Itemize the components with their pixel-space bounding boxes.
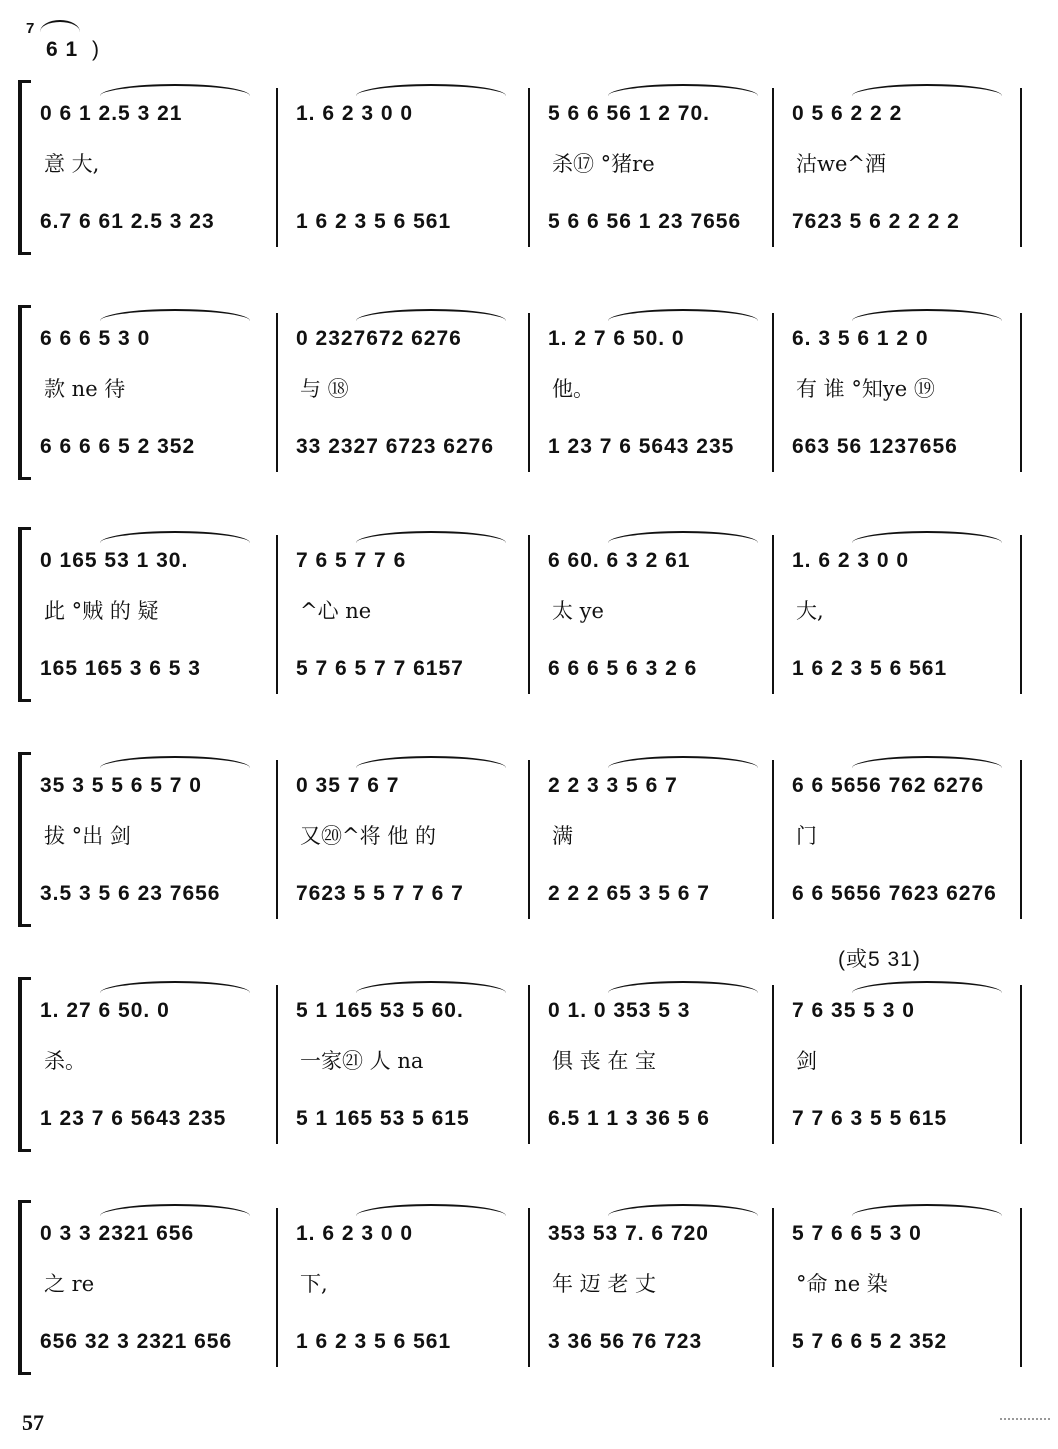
accomp-measure: 5 6 6 56 1 23 7656 xyxy=(548,210,742,233)
voice-measure: 1. 2 7 6 50. 0 xyxy=(548,327,685,350)
phrase-slur xyxy=(608,84,758,96)
phrase-slur xyxy=(356,981,506,993)
lyric-measure: 他。 xyxy=(552,377,594,401)
barline xyxy=(528,985,530,1144)
phrase-slur xyxy=(356,84,506,96)
voice-measure: 1. 6 2 3 0 0 xyxy=(792,549,910,572)
barline xyxy=(1020,985,1022,1144)
lyric-measure: °命 ne 染 xyxy=(796,1272,888,1296)
barline xyxy=(528,1208,530,1367)
accomp-measure: 6 6 6 5 6 3 2 6 xyxy=(548,657,698,680)
barline xyxy=(276,313,278,472)
accomp-measure: 5 7 6 6 5 2 352 xyxy=(792,1330,948,1353)
phrase-slur xyxy=(608,756,758,768)
phrase-slur xyxy=(100,981,250,993)
phrase-slur xyxy=(852,84,1002,96)
lyric-measure: 款 ne 待 xyxy=(44,377,126,401)
accomp-measure: 1 23 7 6 5643 235 xyxy=(40,1107,227,1130)
voice-measure: 0 2327672 6276 xyxy=(296,327,462,350)
accomp-measure: 6 6 5656 7623 6276 xyxy=(792,882,997,905)
phrase-slur xyxy=(852,309,1002,321)
voice-measure: 7 6 5 7 7 6 xyxy=(296,549,407,572)
lyric-measure: 太 ye xyxy=(552,599,604,623)
phrase-slur xyxy=(100,756,250,768)
phrase-slur xyxy=(852,756,1002,768)
lyric-measure: 杀⑰ °猪re xyxy=(552,152,655,176)
lyric-measure: 与 ⑱ xyxy=(300,377,349,401)
accomp-measure: 7 7 6 3 5 5 615 xyxy=(792,1107,948,1130)
system-brace xyxy=(18,977,31,1152)
lyric-measure: 满 xyxy=(552,824,573,848)
voice-measure: 0 35 7 6 7 xyxy=(296,774,400,797)
phrase-slur xyxy=(356,756,506,768)
lyric-measure: 门 xyxy=(796,824,817,848)
barline xyxy=(528,313,530,472)
voice-measure: 5 1 165 53 5 60. xyxy=(296,999,464,1022)
intro-grace: 7 xyxy=(26,20,36,37)
phrase-slur xyxy=(852,1204,1002,1216)
phrase-slur xyxy=(608,1204,758,1216)
barline xyxy=(1020,535,1022,694)
voice-measure: 6 6 5656 762 6276 xyxy=(792,774,985,797)
accomp-measure: 6.7 6 61 2.5 3 23 xyxy=(40,210,215,233)
system-brace xyxy=(18,527,31,702)
barline xyxy=(276,88,278,247)
accomp-measure: 656 32 3 2321 656 xyxy=(40,1330,233,1353)
accomp-measure: 1 6 2 3 5 6 561 xyxy=(296,1330,452,1353)
phrase-slur xyxy=(356,1204,506,1216)
phrase-slur xyxy=(608,531,758,543)
accomp-measure: 165 165 3 6 5 3 xyxy=(40,657,201,680)
accomp-measure: 7623 5 5 7 7 6 7 xyxy=(296,882,464,905)
lyric-measure: 此 °贼 的 疑 xyxy=(44,599,159,623)
barline xyxy=(528,88,530,247)
phrase-slur xyxy=(100,84,250,96)
lyric-measure: 下, xyxy=(300,1272,328,1296)
intro-slur xyxy=(40,20,80,32)
system-brace xyxy=(18,1200,31,1375)
voice-measure: 353 53 7. 6 720 xyxy=(548,1222,709,1245)
voice-measure: 6 6 6 5 3 0 xyxy=(40,327,151,350)
accomp-measure: 3 36 56 76 723 xyxy=(548,1330,703,1353)
accomp-measure: 5 1 165 53 5 615 xyxy=(296,1107,470,1130)
lyric-measure: 一家㉑ 人 na xyxy=(300,1049,424,1073)
accomp-measure: 7623 5 6 2 2 2 2 xyxy=(792,210,960,233)
voice-measure: 7 6 35 5 3 0 xyxy=(792,999,915,1022)
voice-measure: 0 6 1 2.5 3 21 xyxy=(40,102,183,125)
barline xyxy=(276,760,278,919)
phrase-slur xyxy=(356,309,506,321)
barline xyxy=(276,985,278,1144)
phrase-slur xyxy=(608,981,758,993)
phrase-slur xyxy=(852,981,1002,993)
accomp-measure: 6.5 1 1 3 36 5 6 xyxy=(548,1107,710,1130)
score-system xyxy=(18,948,1028,1152)
intro-close: ) xyxy=(92,38,100,61)
phrase-slur xyxy=(100,309,250,321)
system-brace xyxy=(18,752,31,927)
accomp-measure: 3.5 3 5 6 23 7656 xyxy=(40,882,221,905)
accomp-measure: 6 6 6 6 5 2 352 xyxy=(40,435,196,458)
voice-measure: 0 165 53 1 30. xyxy=(40,549,189,572)
barline xyxy=(1020,760,1022,919)
barline xyxy=(1020,313,1022,472)
barline xyxy=(1020,88,1022,247)
phrase-slur xyxy=(100,1204,250,1216)
voice-measure: 6. 3 5 6 1 2 0 xyxy=(792,327,929,350)
lyric-measure: 年 迈 老 丈 xyxy=(552,1272,657,1296)
lyric-measure: 俱 丧 在 宝 xyxy=(552,1049,657,1073)
barline xyxy=(1020,1208,1022,1367)
voice-measure: 0 1. 0 353 5 3 xyxy=(548,999,691,1022)
accomp-measure: 5 7 6 5 7 7 6157 xyxy=(296,657,464,680)
lyric-measure: 沽we^酒 xyxy=(796,152,886,176)
voice-measure: 1. 6 2 3 0 0 xyxy=(296,1222,414,1245)
accomp-measure: 1 23 7 6 5643 235 xyxy=(548,435,735,458)
phrase-slur xyxy=(100,531,250,543)
barline xyxy=(772,535,774,694)
accomp-measure: 2 2 2 65 3 5 6 7 xyxy=(548,882,710,905)
intro-notes: 6 1 xyxy=(46,38,79,61)
voice-measure: 5 6 6 56 1 2 70. xyxy=(548,102,710,125)
accomp-measure: 1 6 2 3 5 6 561 xyxy=(296,210,452,233)
lyric-measure: 又⑳^将 他 的 xyxy=(300,824,436,848)
score-system xyxy=(18,527,1028,702)
voice-measure: 5 7 6 6 5 3 0 xyxy=(792,1222,922,1245)
alternate-note: (或5 31) xyxy=(838,948,921,971)
lyric-measure: 有 谁 °知ye ⑲ xyxy=(796,377,935,401)
lyric-measure: ^心 ne xyxy=(300,599,372,623)
barline xyxy=(772,1208,774,1367)
voice-measure: 6 60. 6 3 2 61 xyxy=(548,549,691,572)
barline xyxy=(772,985,774,1144)
lyric-measure: 大, xyxy=(796,599,824,623)
phrase-slur xyxy=(852,531,1002,543)
barline xyxy=(772,760,774,919)
lyric-measure: 之 re xyxy=(44,1272,95,1296)
barline xyxy=(528,760,530,919)
page-number: 57 xyxy=(22,1410,44,1435)
system-brace xyxy=(18,80,31,255)
system-brace xyxy=(18,305,31,480)
phrase-slur xyxy=(356,531,506,543)
voice-measure: 0 3 3 2321 656 xyxy=(40,1222,195,1245)
voice-measure: 2 2 3 3 5 6 7 xyxy=(548,774,678,797)
barline xyxy=(528,535,530,694)
voice-measure: 35 3 5 5 6 5 7 0 xyxy=(40,774,202,797)
score-system xyxy=(18,752,1028,927)
barline xyxy=(772,313,774,472)
score-system xyxy=(18,80,1028,255)
voice-measure: 1. 27 6 50. 0 xyxy=(40,999,170,1022)
voice-measure: 0 5 6 2 2 2 xyxy=(792,102,903,125)
barline xyxy=(276,1208,278,1367)
lyric-measure: 剑 xyxy=(796,1049,817,1073)
accomp-measure: 663 56 1237656 xyxy=(792,435,958,458)
voice-measure: 1. 6 2 3 0 0 xyxy=(296,102,414,125)
lyric-measure: 拔 °出 剑 xyxy=(44,824,131,848)
score-system xyxy=(18,1200,1028,1375)
barline xyxy=(772,88,774,247)
phrase-slur xyxy=(608,309,758,321)
barline xyxy=(276,535,278,694)
accomp-measure: 33 2327 6723 6276 xyxy=(296,435,495,458)
score-system xyxy=(18,305,1028,480)
accomp-measure: 1 6 2 3 5 6 561 xyxy=(792,657,948,680)
scan-dots xyxy=(1000,1418,1050,1420)
lyric-measure: 杀。 xyxy=(44,1049,86,1073)
lyric-measure: 意 大, xyxy=(44,152,100,176)
